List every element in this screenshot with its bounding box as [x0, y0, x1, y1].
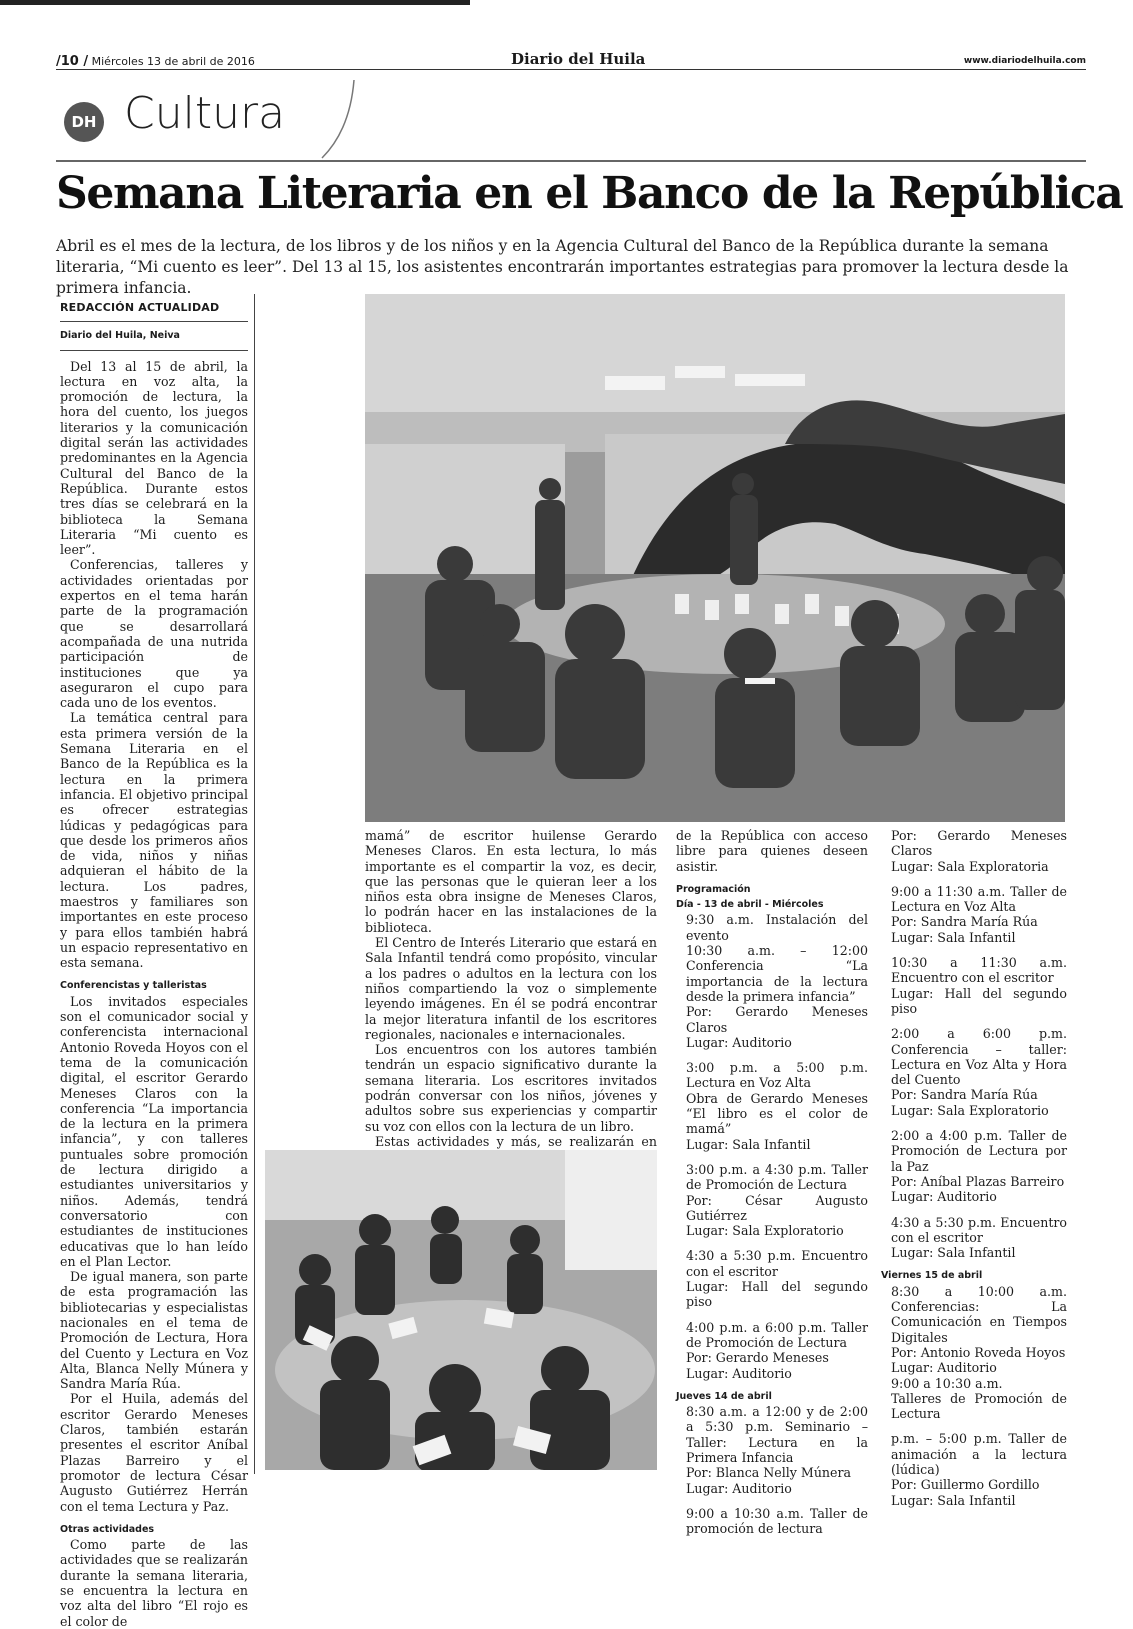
byline: REDACCIÓN ACTUALIDAD	[60, 301, 220, 314]
paragraph: mamá” de escritor huilense Gerardo Meneses Claros. En esta lectura, lo más importante es el compartir la voz, es decir, que las personas que le quieran leer a los niños esta obra insigne de Meneses Claros, lo podrán hacer en las instalaciones de la biblioteca.	[365, 828, 657, 935]
photo-illustration	[365, 294, 1065, 822]
page-number: /10 /	[56, 54, 89, 69]
column-3-schedule	[676, 828, 868, 1536]
masthead-left	[56, 54, 255, 69]
subhead-day-3: Viernes 15 de abril	[881, 1270, 983, 1282]
paragraph: Del 13 al 15 de abril, la lectura en voz alta, la promoción de lectura, la hora del cuento, los juegos literarios y la comunicación digital serán las actividades predominantes en la Agencia Cultural del Banco de la República. Durante estos tres días se celebrará en la biblioteca la Semana Literaria “Mi cuento es leer”.	[60, 358, 248, 558]
subhead-day-1: Día - 13 de abril - Miércoles	[676, 899, 824, 911]
schedule-line: 9:30 a.m. Instalación del evento	[686, 912, 868, 943]
schedule-line: p.m. – 5:00 p.m. Taller de animación a la lectura (lúdica)	[891, 1431, 1067, 1477]
schedule-line: Lugar: Sala Infantil	[891, 1245, 1016, 1261]
paragraph: Como parte de las actividades que se realizarán durante la semana literaria, se encuentra la lectura en voz alta del libro “El rojo es el color de	[60, 1537, 248, 1629]
schedule-line: 9:00 a 11:30 a.m. Taller de Lectura en Voz Alta	[891, 883, 1067, 915]
paragraph: Por el Huila, además del escritor Gerardo Meneses Claros, también estarán presentes el escritor Aníbal Plazas Barreiro y el promotor de lectura César Augusto Gutiérrez Herrán con el tema Lectura y Paz.	[60, 1391, 248, 1514]
schedule-line: Lugar: Hall del segundo piso	[891, 985, 1067, 1016]
schedule-line: Obra de Gerardo Meneses “El libro es el color de mamá”	[686, 1090, 868, 1137]
column-1	[60, 300, 248, 1629]
schedule-line: 8:30 a.m. a 12:00 y de 2:00 a 5:30 p.m. Seminario – Taller: Lectura en la Primera Infancia	[686, 1404, 868, 1465]
section-name: Cultura	[124, 88, 286, 139]
schedule-line: 2:00 a 4:00 p.m. Taller de Promoción de Lectura por la Paz	[891, 1128, 1067, 1174]
byline-rule	[60, 321, 248, 322]
schedule-line: 10:30 a 11:30 a.m. Encuentro con el escritor	[891, 955, 1067, 986]
paragraph: El Centro de Interés Literario que estará en Sala Infantil tendrá como propósito, vincular a los padres o adultos en la lectura con los niños compartiendo la voz o simplemente leyendo imágenes. En él se podrá encontrar la mejor literatura infantil de los escritores regionales, nacionales e internacionales.	[365, 935, 657, 1042]
schedule-line: Por: Gerardo Meneses	[686, 1350, 829, 1366]
subhead-otras-actividades: Otras actividades	[60, 1523, 155, 1535]
subhead-conferencistas: Conferencistas y talleristas	[60, 980, 207, 992]
schedule-line: 3:00 p.m. a 4:30 p.m. Taller de Promoción de Lectura	[686, 1161, 868, 1193]
paragraph: Conferencias, talleres y actividades orientadas por expertos en el tema harán parte de la programación que se desarrollará acompañada de una nutrida participación de instituciones que ya aseguraron el cupo para cada uno de los eventos.	[60, 557, 248, 711]
schedule-line: Lugar: Auditorio	[686, 1034, 792, 1050]
paragraph: Los encuentros con los autores también tendrán un espacio significativo durante la semana literaria. Los escritores invitados podrán conversar con los niños, jóvenes y adultos sobre sus experiencias y compartir su voz con ellos con la lectura de un libro.	[365, 1042, 657, 1134]
section-divider	[56, 160, 1086, 162]
schedule-line: Por: César Augusto Gutiérrez	[686, 1192, 868, 1223]
section-slash-decoration	[320, 80, 360, 160]
paragraph: De igual manera, son parte de esta programación las bibliotecarias y especialistas nacionales en el tema de Promoción de Lectura, Hora del Cuento y Lectura en Voz Alta, Blanca Nelly Múnera y Sandra María Rúa.	[60, 1269, 248, 1392]
schedule-line: 4:00 p.m. a 6:00 p.m. Taller de Promoción de Lectura	[686, 1319, 868, 1350]
schedule-line: 10:30 a.m. – 12:00 Conferencia “La importancia de la lectura desde la primera infancia”	[686, 943, 868, 1004]
schedule-line: Lugar: Auditorio	[891, 1189, 997, 1205]
dateline-rule	[60, 350, 248, 351]
paragraph: de la República con acceso libre para quienes deseen asistir.	[676, 828, 868, 874]
dateline: Diario del Huila, Neiva	[60, 330, 180, 342]
schedule-line: 2:00 a 6:00 p.m. Conferencia – taller: Lectura en Voz Alta y Hora del Cuento	[891, 1026, 1067, 1088]
schedule-line: 9:00 a 10:30 a.m.	[891, 1375, 1003, 1391]
photo-children-reading-floor	[265, 1150, 657, 1470]
schedule-line: Lugar: Auditorio	[891, 1360, 997, 1376]
paper-name: Diario del Huila	[511, 50, 646, 68]
schedule-line: Por: Gerardo Meneses Claros	[891, 828, 1067, 859]
schedule-line: Por: Blanca Nelly Múnera	[686, 1465, 852, 1481]
schedule-line: Lugar: Sala Exploratorio	[686, 1223, 844, 1239]
schedule-line: Por: Aníbal Plazas Barreiro	[891, 1173, 1065, 1189]
schedule-line: Por: Gerardo Meneses Claros	[686, 1004, 868, 1035]
website-link[interactable]: www.diariodelhuila.com	[963, 56, 1086, 66]
schedule-line: Lugar: Sala Exploratorio	[891, 1102, 1049, 1118]
schedule-line: Lugar: Sala Infantil	[891, 929, 1016, 945]
schedule-line: 3:00 p.m. a 5:00 p.m. Lectura en Voz Alta	[686, 1060, 868, 1091]
top-rule	[0, 0, 470, 5]
column-4-schedule	[881, 828, 1067, 1508]
article-lede: Abril es el mes de la lectura, de los libros y de los niños y en la Agencia Cultural del Banco de la República durante la semana literaria, “Mi cuento es leer”. Del 13 al 15, los asistentes encontrarán importantes estrategias para promover la lectura desde la primera infancia.	[56, 237, 1069, 297]
schedule-line: Lugar: Auditorio	[686, 1365, 792, 1381]
schedule-line: Por: Guillermo Gordillo	[891, 1477, 1040, 1493]
schedule-line: Lugar: Sala Infantil	[686, 1136, 811, 1152]
schedule-line: 9:00 a 10:30 a.m. Taller de promoción de lectura	[686, 1505, 868, 1537]
paragraph: Estas actividades y más, se realizarán en	[375, 1133, 657, 1149]
schedule-line: 8:30 a 10:00 a.m. Conferencias: La Comunicación en Tiempos Digitales	[891, 1283, 1067, 1345]
subhead-day-2: Jueves 14 de abril	[676, 1390, 772, 1402]
issue-date: Miércoles 13 de abril de 2016	[91, 55, 255, 68]
photo-library-reading-session	[365, 294, 1065, 822]
paragraph: Los invitados especiales son el comunicador social y conferencista internacional Antonio Roveda Hoyos con el tema de la comunicación digital, el escritor Gerardo Meneses Claros con la conferencia “La importancia de la lectura en la primera infancia”, y con talleres puntuales sobre promoción de lectura dirigido a estudiantes universitarios y niños. Además, tendrá conversatorio con estudiantes de instituciones educativas que lo han leído en el Plan Lector.	[60, 993, 248, 1269]
schedule-line: Por: Sandra María Rúa	[891, 1087, 1038, 1103]
subhead-programacion: Programación	[676, 883, 751, 895]
column-2	[365, 828, 657, 1180]
article-headline: Semana Literaria en el Banco de la República	[56, 168, 1123, 219]
schedule-line: Talleres de Promoción de Lectura	[891, 1390, 1067, 1422]
schedule-line: Lugar: Sala Exploratoria	[891, 858, 1049, 874]
schedule-line: Lugar: Hall del segundo piso	[686, 1279, 868, 1310]
schedule-line: 4:30 a 5:30 p.m. Encuentro con el escritor	[686, 1248, 868, 1279]
masthead-divider	[56, 69, 1086, 70]
photo-illustration	[265, 1150, 657, 1470]
schedule-line: Por: Sandra María Rúa	[891, 914, 1038, 930]
paragraph: La temática central para esta primera versión de la Semana Literaria en el Banco de la República es la lectura en la primera infancia. El objetivo principal es ofrecer estrategias lúdicas y pedagógicas para que desde los primeros años de vida, niños y niñas adquieran el hábito de la lectura. Los padres, maestros y familiares son importantes en este proceso y para ellos también habrá un espacio representativo en esta semana.	[60, 710, 248, 971]
schedule-line: Lugar: Sala Infantil	[891, 1492, 1016, 1508]
dh-logo-badge: DH	[64, 102, 104, 142]
schedule-line: Por: Antonio Roveda Hoyos	[891, 1344, 1066, 1360]
schedule-line: Lugar: Auditorio	[686, 1480, 792, 1496]
column-rule	[254, 294, 255, 1474]
schedule-line: 4:30 a 5:30 p.m. Encuentro con el escritor	[891, 1214, 1067, 1245]
